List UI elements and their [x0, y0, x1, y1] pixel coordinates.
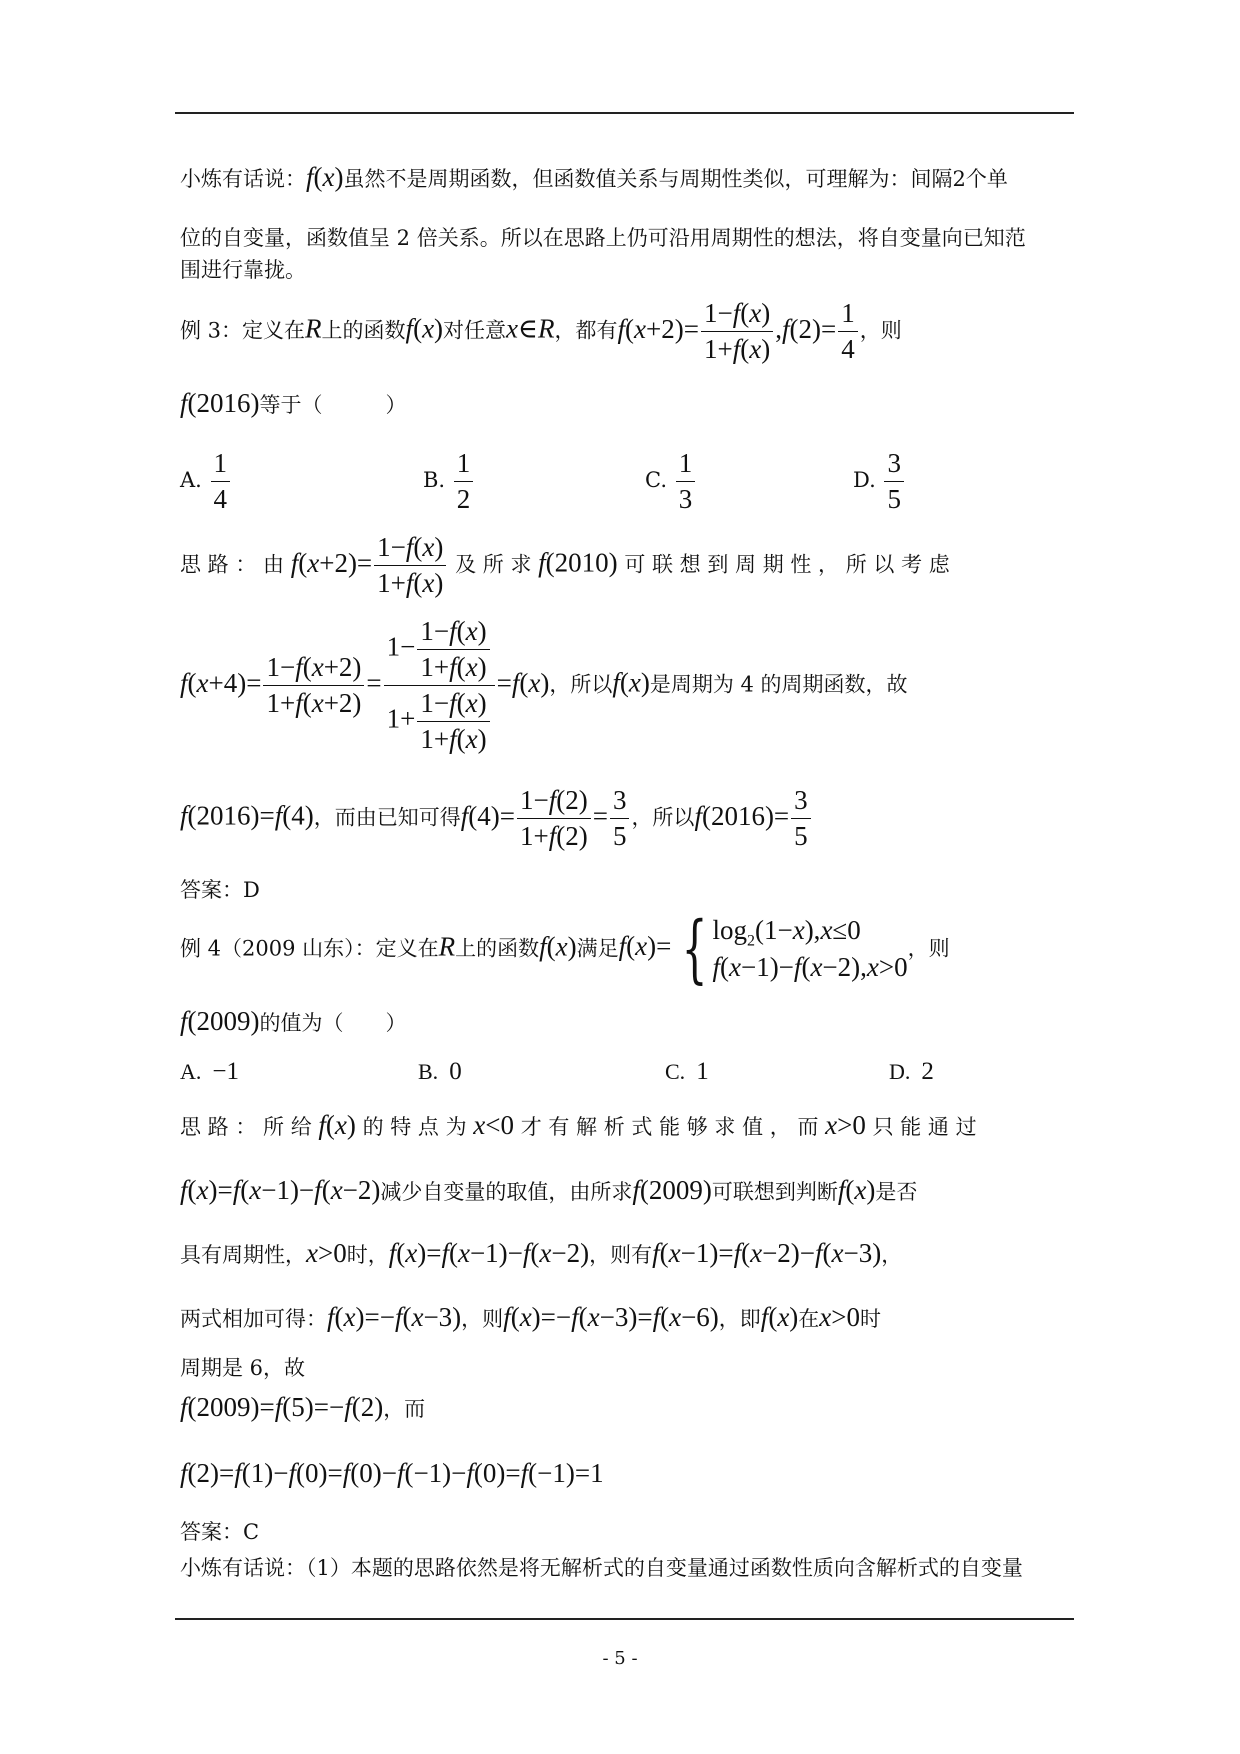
example3-question-tail: f(2016)等于（ ） — [180, 388, 407, 418]
example3-final: f(2016)=f(4)，而由已知可得f(4)= $\frac{1-f(2)}{1+f(2)}$ = $\frac{3}{5}$ ，所以f(2016)= $\frac{3}{5}$ — [180, 785, 1070, 852]
example4-question: 例 4（2009 山东）：定义在R上的函数f(x)满足f(x)= { $\log_2(1-x),x\le 0$ f(x−1)−f(x−2),x>0 ，则 — [180, 906, 950, 992]
option-a-4[interactable]: A. −1 — [180, 1058, 239, 1085]
example3-question: 例 3：定义在R上的函数f(x)对任意x∈R，都有f(x+2)= $\frac{1-f(x)}{1+f(x)}$ ,f(2)= $\frac{1}{4}$ ，则 — [180, 298, 902, 364]
example4-calc-1: f(2009)=f(5)=−f(2)，而 — [180, 1392, 426, 1422]
note2-line1: 小炼有话说：（1）本题的思路依然是将无解析式的自变量通过函数性质向含解析式的自变量 — [180, 1556, 1023, 1580]
example3-answer: 答案：D — [180, 878, 260, 902]
example4-think-2: f(x)=f(x−1)−f(x−2)减少自变量的取值，由所求f(2009)可联想到判断f(x)是否 — [180, 1175, 918, 1205]
footer-rule — [175, 1618, 1074, 1620]
example4-think-3: 具有周期性，x>0时，f(x)=f(x−1)−f(x−2)，则有f(x−1)=f(x−2)−f(x−3)， — [180, 1238, 903, 1268]
example3-derivation: f(x+4)= $\frac{1-f(x+2)}{1+f(x+2)}$ = 1− $\frac{1-f(x)}{1+f(x)}$ 1+ $\frac{1-f(x)}{1+f(x)}$ =f(x)，所以f(x)是周期为 4 的周期函数，故 — [180, 616, 908, 754]
option-c[interactable]: C. $\frac{1}{3}$ — [645, 448, 697, 515]
example4-calc-2: f(2)=f(1)−f(0)=f(0)−f(−1)−f(0)=f(−1)=1 — [180, 1458, 604, 1488]
note1-line1: 小炼有话说：f(x)虽然不是周期函数，但函数值关系与周期性类似，可理解为：间隔2个单 — [180, 162, 1008, 192]
option-b-4[interactable]: B. 0 — [418, 1058, 462, 1085]
option-d-4[interactable]: D. 2 — [889, 1058, 934, 1085]
option-b[interactable]: B. $\frac{1}{2}$ — [423, 448, 475, 515]
header-rule — [175, 112, 1074, 114]
example3-thinking: 思 路 ： 由 f(x+2)= $\frac{1-f(x)}{1+f(x)}$ 及 所 求 f(2010) 可 联 想 到 周 期 性 ， 所 以 考 虑 — [180, 532, 950, 598]
example4-question-tail: f(2009)的值为（ ） — [180, 1006, 407, 1036]
page-number: - 5 - — [602, 1648, 638, 1669]
example4-answer: 答案：C — [180, 1520, 260, 1544]
note1-line3: 围进行靠拢。 — [180, 258, 306, 282]
option-d[interactable]: D. $\frac{3}{5}$ — [853, 448, 906, 515]
example4-think-1: 思 路 ： 所 给 f(x) 的 特 点 为 x<0 才 有 解 析 式 能 够 求 值 ， 而 x>0 只 能 通 过 — [180, 1110, 977, 1140]
option-c-4[interactable]: C. 1 — [665, 1058, 709, 1085]
option-a[interactable]: A. $\frac{1}{4}$ — [180, 448, 232, 515]
example4-think-4: 两式相加可得：f(x)=−f(x−3)，则f(x)=−f(x−3)=f(x−6)，即f(x)在x>0时 — [180, 1302, 882, 1332]
example4-think-5: 周期是 6，故 — [180, 1356, 306, 1380]
note1-line2: 位的自变量，函数值呈 2 倍关系。所以在思路上仍可沿用周期性的想法，将自变量向已知范 — [180, 226, 1026, 250]
